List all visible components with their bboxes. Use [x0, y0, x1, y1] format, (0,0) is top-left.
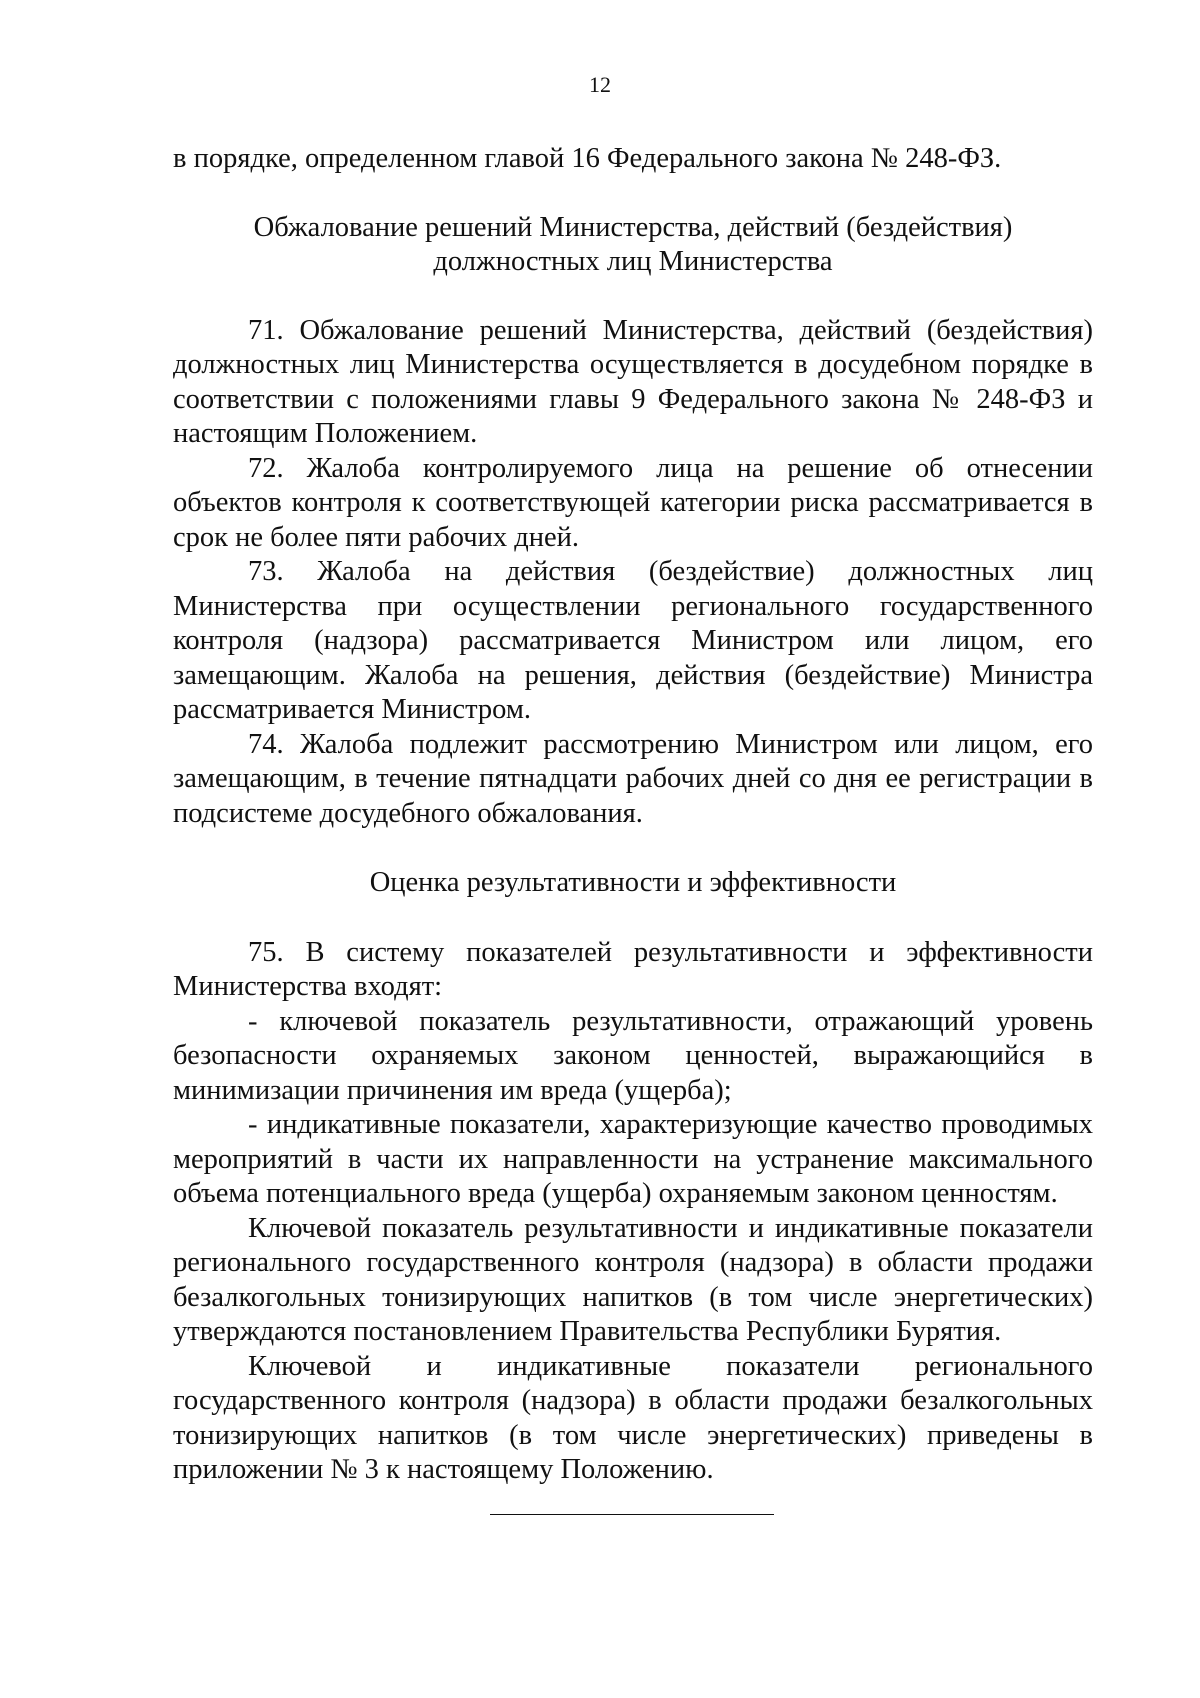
paragraph-71: 71. Обжалование решений Министерства, действий (бездействия) должностных лиц Министерства осуществляется в досудебном порядке в соответствии с положениями главы 9 Федерального закона № 248-ФЗ и настоящим Положением. [173, 314, 1093, 449]
paragraph-74: 74. Жалоба подлежит рассмотрению Министром или лицом, его замещающим, в течение пятнадцати рабочих дней со дня ее регистрации в подсистеме досудебного обжалования. [173, 728, 1093, 829]
page-number: 12 [589, 72, 611, 97]
list-item-indicative-indicators: - индикативные показатели, характеризующие качество проводимых мероприятий в части их направленности на устранение максимального объема потенциального вреда (ущерба) охраняемым законом ценностям. [173, 1109, 1093, 1209]
paragraph-75: 75. В систему показателей результативности и эффективности Министерства входят: [173, 936, 1093, 1002]
section-heading-appeal-line-1: Обжалование решений Министерства, действий (бездействия) [253, 211, 1013, 243]
paragraph-73: 73. Жалоба на действия (бездействие) должностных лиц Министерства при осуществлении регионального государственного контроля (надзора) рассматривается Министром или лицом, его замещающим. Жалоба на решения, действия (бездействие) Министра рассматривается Министром. [173, 556, 1093, 725]
section-heading-assessment [173, 866, 1093, 901]
paragraph-appendix-reference: Ключевой и индикативные показатели регионального государственного контроля (надзора) в области продажи безалкогольных тонизирующих напитков (в том числе энергетических) приведены в приложении № 3 к настоящему Положению. [173, 1350, 1093, 1485]
end-divider [490, 1514, 774, 1515]
section-heading-assessment-line-1: Оценка результативности и эффективности [369, 867, 897, 898]
lead-line: в порядке, определенном главой 16 Федерального закона № 248-ФЗ. [173, 143, 1002, 174]
list-item-key-indicator: - ключевой показатель результативности, отражающий уровень безопасности охраняемых законом ценностей, выражающийся в минимизации причинения им вреда (ущерба); [173, 1005, 1093, 1106]
paragraph-approval: Ключевой показатель результативности и индикативные показатели регионального государственного контроля (надзора) в области продажи безалкогольных тонизирующих напитков (в том числе энергетических) утверждаются постановлением Правительства Республики Бурятия. [173, 1212, 1093, 1347]
document-body [173, 142, 1093, 1488]
section-heading-appeal-line-2: должностных лиц Министерства [433, 246, 833, 277]
section-heading-appeal [173, 211, 1093, 280]
paragraph-72: 72. Жалоба контролируемого лица на решение об отнесении объектов контроля к соответствующей категории риска рассматривается в срок не более пяти рабочих дней. [173, 452, 1093, 553]
